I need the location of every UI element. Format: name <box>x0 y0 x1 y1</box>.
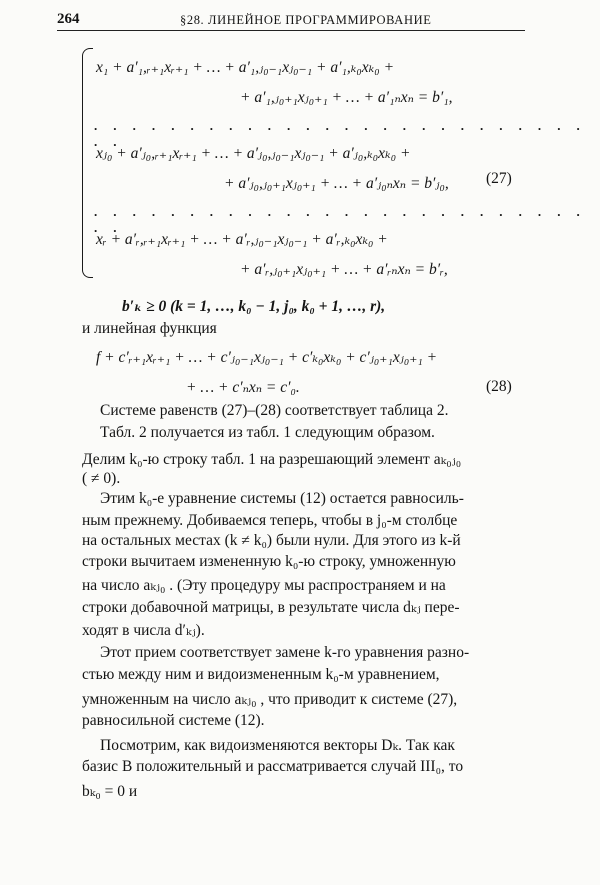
para-line: bₖ₀ = 0 и <box>82 783 138 800</box>
system-line-3: xⱼ₀ + a′ⱼ₀,ᵣ₊₁xᵣ₊₁ + … + a′ⱼ₀,ⱼ₀₋₁xⱼ₀₋₁ + a′ⱼ₀,ₖ₀xₖ₀ + <box>96 145 411 162</box>
para-line: на число aₖⱼ₀ . (Эту процедуру мы распространяем и на <box>82 577 446 594</box>
header-rule <box>57 30 525 31</box>
para-line: строки вычитаем измененную k₀-ю строку, умноженную <box>82 553 456 570</box>
para-line: на остальных местах (k ≠ k₀) были нули. Для этого из k-й <box>82 532 461 549</box>
system-line-1: x₁ + a′₁,ᵣ₊₁xᵣ₊₁ + … + a′₁,ⱼ₀₋₁xⱼ₀₋₁ + a′₁,ₖ₀xₖ₀ + <box>96 59 395 76</box>
para-line: Системе равенств (27)–(28) соответствует таблица 2. <box>100 402 449 419</box>
para-line: Этот прием соответствует замене k-го уравнения разно- <box>100 644 470 661</box>
para-line: ( ≠ 0). <box>82 470 121 487</box>
equation-number-28: (28) <box>486 378 512 395</box>
system-dots-2: . . . . . . . . . . . . . . . . . . . . . . . . . . . . <box>94 204 587 235</box>
nonneg-condition: b′ₖ ≥ 0 (k = 1, …, k₀ − 1, j₀, k₀ + 1, …, r), <box>122 298 386 315</box>
system-dots-1: . . . . . . . . . . . . . . . . . . . . . . . . . . . . <box>94 118 587 149</box>
page-number: 264 <box>57 11 80 27</box>
system-brace <box>82 48 93 278</box>
para-line: базис B положительный и рассматривается случай III₀, то <box>82 758 464 775</box>
func-line-2: + … + c′ₙxₙ = c′₀. <box>186 379 300 396</box>
system-line-6: + a′ᵣ,ⱼ₀₊₁xⱼ₀₊₁ + … + a′ᵣₙxₙ = b′ᵣ, <box>240 261 448 278</box>
para-line: стью между ним и видоизмененным k₀-м уравнением, <box>82 666 440 683</box>
system-line-5: xᵣ + a′ᵣ,ᵣ₊₁xᵣ₊₁ + … + a′ᵣ,ⱼ₀₋₁xⱼ₀₋₁ + a′ᵣ,ₖ₀xₖ₀ + <box>96 231 388 248</box>
func-line-1: f + c′ᵣ₊₁xᵣ₊₁ + … + c′ⱼ₀₋₁xⱼ₀₋₁ + c′ₖ₀xₖ₀ + c′ⱼ₀₊₁xⱼ₀₊₁ + <box>96 349 438 366</box>
para-line: Делим k₀-ю строку табл. 1 на разрешающий элемент aₖ₀ⱼ₀ <box>82 451 462 468</box>
system-line-4: + a′ⱼ₀,ⱼ₀₊₁xⱼ₀₊₁ + … + a′ⱼ₀ₙxₙ = b′ⱼ₀, <box>224 175 449 192</box>
equation-number-27: (27) <box>486 170 512 187</box>
page-header <box>45 8 525 30</box>
running-title: §28. ЛИНЕЙНОЕ ПРОГРАММИРОВАНИЕ <box>180 13 432 27</box>
para-line: умноженным на число aₖⱼ₀ , что приводит к системе (27), <box>82 691 458 708</box>
system-line-2: + a′₁,ⱼ₀₊₁xⱼ₀₊₁ + … + a′₁ₙxₙ = b′₁, <box>240 89 453 106</box>
para-line: Табл. 2 получается из табл. 1 следующим образом. <box>100 424 435 441</box>
para-line: равносильной системе (12). <box>82 712 265 729</box>
para-line: ным прежнему. Добиваемся теперь, чтобы в j₀-м столбце <box>82 512 458 529</box>
para-line: Этим k₀-е уравнение системы (12) остается равносиль- <box>100 490 464 507</box>
para-line: ходят в числа d′ₖⱼ). <box>82 622 205 639</box>
para-line: Посмотрим, как видоизменяются векторы Dₖ. Так как <box>100 737 455 754</box>
linfunc-intro: и линейная функция <box>82 320 217 337</box>
para-line: строки добавочной матрицы, в результате числа dₖⱼ пере- <box>82 599 460 616</box>
